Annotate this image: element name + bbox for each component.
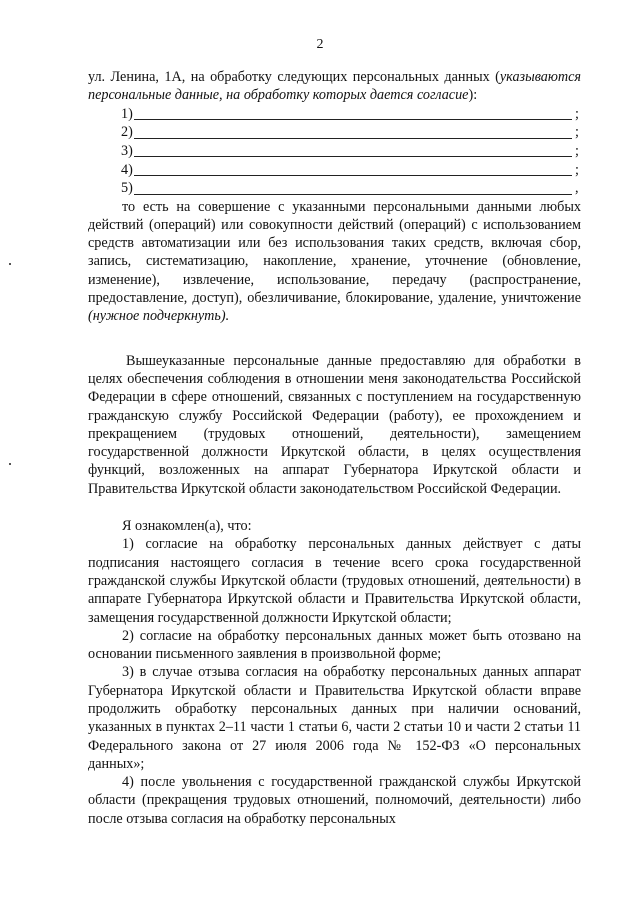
- point-paragraph: 3) в случае отзыва согласия на обработку персональных данных аппарат Губернатора Иркутской области и Правительства Иркутской области вправе продолжить обработку персональных данных при наличии оснований, указанных в пунктах 2–11 части 1 статьи 6, части 2 статьи 10 и части 2 статьи 11 Федерального закона от 27 июля 2006 года № 152-ФЗ «О персональных данных»;: [88, 664, 581, 772]
- fill-in-line[interactable]: [134, 174, 572, 176]
- blank-list-item[interactable]: 1) ;: [121, 105, 579, 122]
- fill-in-line[interactable]: [134, 155, 572, 157]
- blank-list-item[interactable]: 5) ,: [121, 180, 579, 197]
- actions-paragraph: то есть на совершение с указанными персональными данными любых действий (операций) или совокупности действий (операций) с использованием средств автоматизации или без использования таких средств, включая сбор, запись, систематизацию, накопление, хранение, уточнение (обновление, изменение), извлечение, использование, передачу (распространение, предоставление, доступ), обезличивание, блокирование, удаление, уничтожение (нужное подчеркнуть).: [88, 198, 581, 325]
- scan-mark: [9, 463, 11, 465]
- blank-list: [88, 105, 581, 198]
- point-paragraph: 2) согласие на обработку персональных данных может быть отозвано на основании письменного заявления в произвольной форме;: [88, 627, 581, 663]
- scan-mark: [9, 263, 11, 265]
- point-paragraph: 1) согласие на обработку персональных данных действует с даты подписания настоящего согласия в течение всего срока государственной гражданской службы Иркутской области (трудовых отношений, деятельности) в аппарате Губернатора Иркутской области и Правительства Иркутской области, замещения государственной должности Иркутской области;: [88, 536, 581, 626]
- fill-in-line[interactable]: [134, 137, 572, 139]
- blank-list-item[interactable]: 4) ;: [121, 161, 579, 178]
- acknowledged-heading: Я ознакомлен(а), что:: [122, 518, 252, 535]
- intro-paragraph: ул. Ленина, 1А, на обработку следующих персональных данных (указываются персональные данные, на обработку которых дается согласие):: [88, 69, 581, 104]
- fill-in-line[interactable]: [134, 193, 572, 195]
- point-paragraph: 4) после увольнения с государственной гражданской службы Иркутской области (прекращения трудовых отношений, полномочий, деятельности) либо после отзыва согласия на обработку персональных: [88, 774, 581, 827]
- document-body: [88, 68, 581, 828]
- spacer: [88, 326, 581, 352]
- blank-list-item[interactable]: 2) ;: [121, 124, 579, 141]
- page-number: 2: [316, 37, 324, 52]
- fill-in-line[interactable]: [134, 118, 572, 120]
- purpose-paragraph: Вышеуказанные персональные данные предоставляю для обработки в целях обеспечения соблюдения в отношении меня законодательства Российской Федерации в сфере отношений, связанных с поступлением на государственную гражданскую службу Российской Федерации (работу), ее прохождением и прекращением (трудовых отношений, деятельности), замещением государственной должности Иркутской области, в целях осуществления функций, возложенных на аппарат Губернатора Иркутской области и Правительства Иркутской области законодательством Российской Федерации.: [88, 352, 581, 497]
- spacer: [88, 498, 581, 517]
- blank-list-item[interactable]: 3) ;: [121, 143, 579, 160]
